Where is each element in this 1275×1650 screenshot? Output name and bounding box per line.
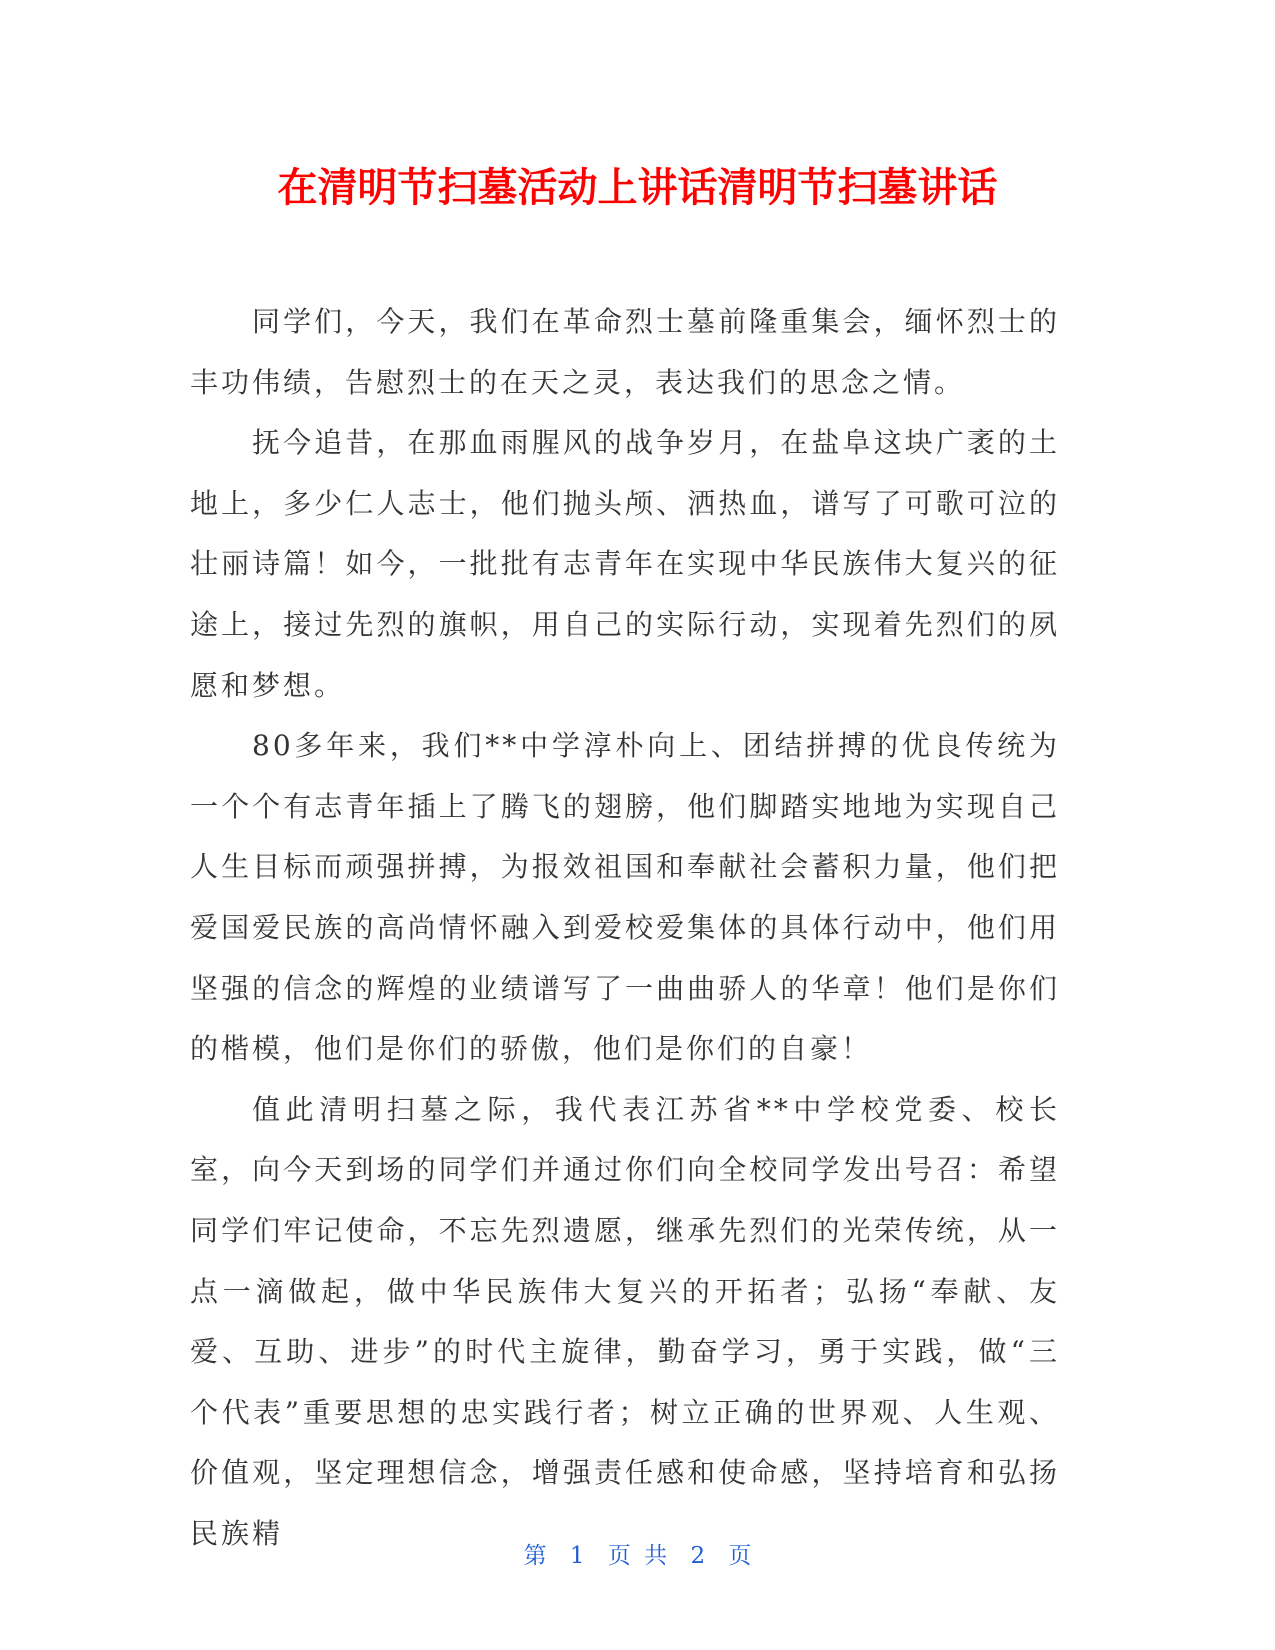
footer-mid: 页 共 <box>607 1543 668 1569</box>
footer-total-pages: 2 <box>690 1543 706 1569</box>
paragraph-4: 值此清明扫墓之际，我代表江苏省**中学校党委、校长室，向今天到场的同学们并通过你们向全校同学发出号召：希望同学们牢记使命，不忘先烈遗愿，继承先烈们的光荣传统，从一点一滴做起，做中华民族伟大复兴的开拓者；弘扬“奉献、友爱、互助、进步”的时代主旋律，勤奋学习，勇于实践，做“三个代表”重要思想的忠实践行者；树立正确的世界观、人生观、价值观，坚定理想信念，增强责任感和使命感，坚持培育和弘扬民族精 <box>190 1092 1060 1550</box>
document-body <box>190 292 1060 1564</box>
paragraph-2: 抚今追昔，在那血雨腥风的战争岁月，在盐阜这块广袤的土地上，多少仁人志士，他们抛头颅、洒热血，谱写了可歌可泣的壮丽诗篇！如今，一批批有志青年在实现中华民族伟大复兴的征途上，接过先烈的旗帜，用自己的实际行动，实现着先烈们的夙愿和梦想。 <box>190 426 1060 702</box>
paragraph-1: 同学们，今天，我们在革命烈士墓前隆重集会，缅怀烈士的丰功伟绩，告慰烈士的在天之灵，表达我们的思念之情。 <box>190 305 1060 399</box>
footer-current-page: 1 <box>569 1543 585 1569</box>
page-footer <box>0 1540 1275 1572</box>
document-title: 在清明节扫墓活动上讲话清明节扫墓讲话 <box>277 165 998 211</box>
paragraph-3: 80多年来，我们**中学淳朴向上、团结拼搏的优良传统为一个个有志青年插上了腾飞的翅膀，他们脚踏实地地为实现自己人生目标而顽强拼搏，为报效祖国和奉献社会蓄积力量，他们把爱国爱民族的高尚情怀融入到爱校爱集体的具体行动中，他们用坚强的信念的辉煌的业绩谱写了一曲曲骄人的华章！他们是你们的楷模，他们是你们的骄傲，他们是你们的自豪！ <box>190 729 1060 1066</box>
footer-prefix: 第 <box>523 1543 547 1569</box>
footer-suffix: 页 <box>728 1543 752 1569</box>
